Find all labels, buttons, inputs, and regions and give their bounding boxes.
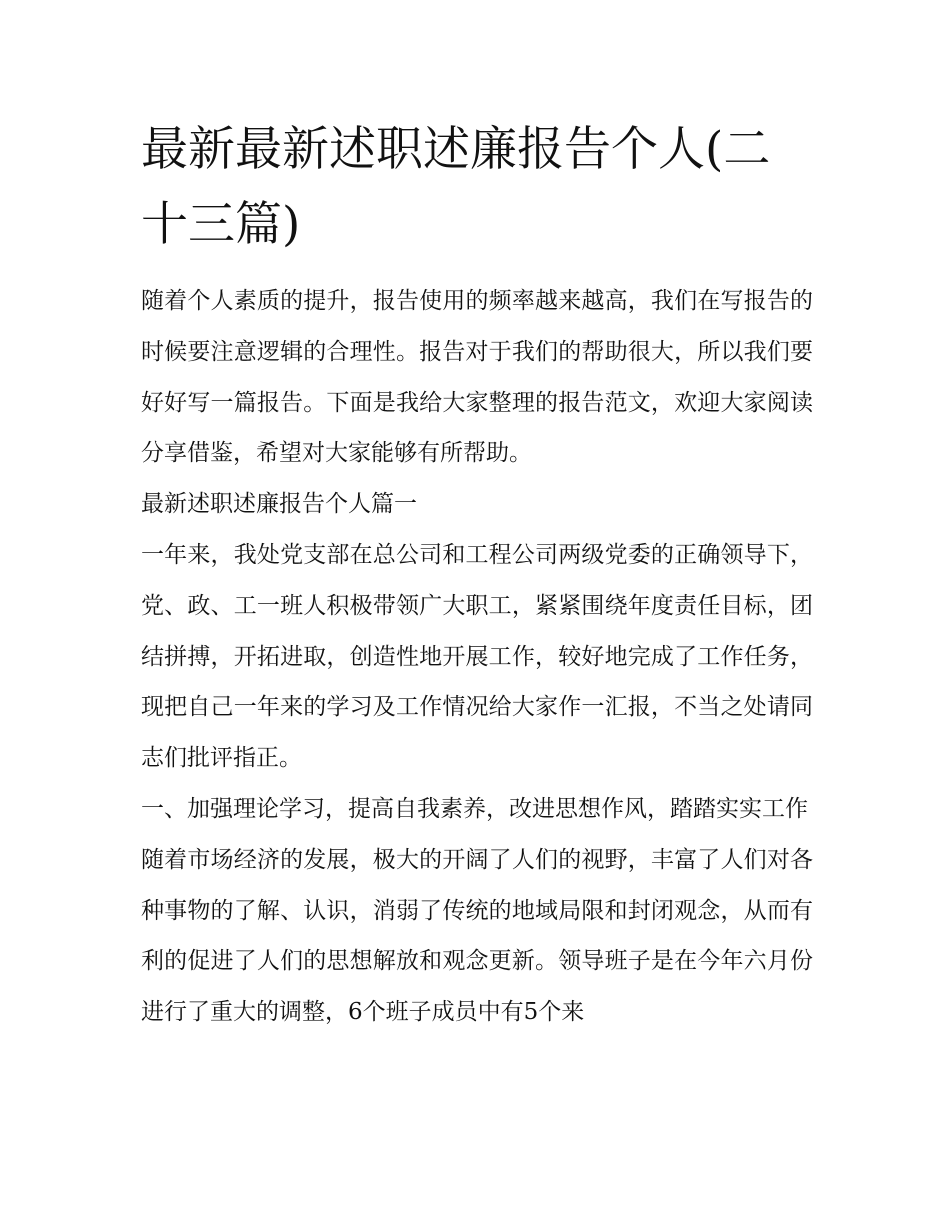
intro-paragraph: 随着个人素质的提升，报告使用的频率越来越高，我们在写报告的时候要注意逻辑的合理性。报告对于我们的帮助很大，所以我们要好好写一篇报告。下面是我给大家整理的报告范文，欢迎大家阅读分享借鉴，希望对大家能够有所帮助。 [141, 288, 813, 467]
body-paragraph: 一年来，我处党支部在总公司和工程公司两级党委的正确领导下，党、政、工一班人积极带领广大职工，紧紧围绕年度责任目标，团结拼搏，开拓进取，创造性地开展工作，较好地完成了工作任务，现把自己一年来的学习及工作情况给大家作一汇报，不当之处请同志们批评指正。 [141, 541, 813, 772]
document-title: 最新最新述职述廉报告个人(二十三篇) [141, 122, 771, 252]
document-body [141, 112, 813, 1038]
body-paragraph: 随着市场经济的发展，极大的开阔了人们的视野，丰富了人们对各种事物的了解、认识，消弱了传统的地域局限和封闭观念，从而有利的促进了人们的思想解放和观念更新。领导班子是在今年六月份进行了重大的调整，6个班子成员中有5个来 [141, 846, 813, 1026]
subsection-heading: 一、加强理论学习，提高自我素养，改进思想作风，踏踏实实工作 [141, 795, 808, 822]
section-heading: 最新述职述廉报告个人篇一 [141, 491, 417, 518]
